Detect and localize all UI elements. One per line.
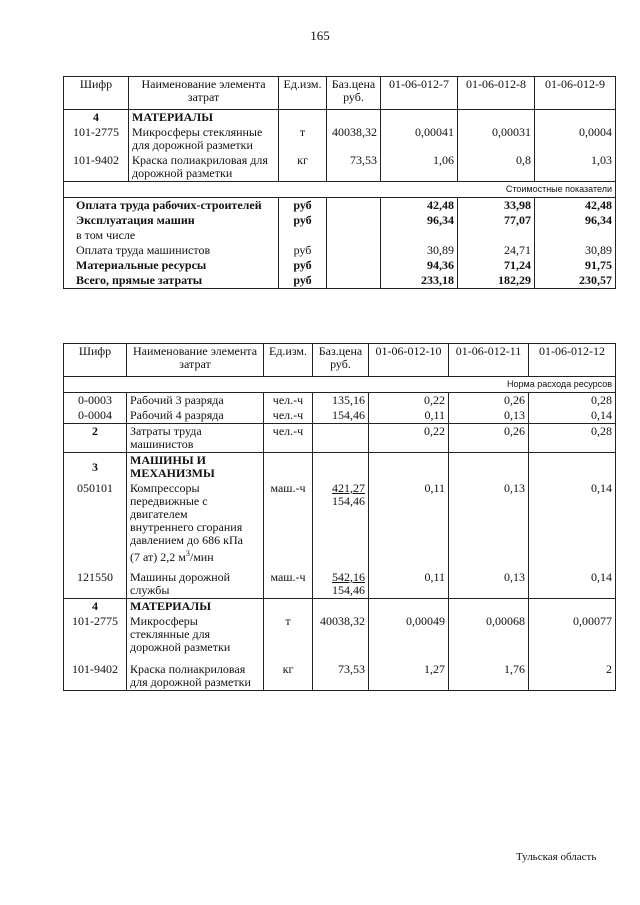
row-unit: маш.-ч — [264, 481, 313, 565]
row-code: 050101 — [64, 481, 127, 565]
header-col-2: 01-06-012-8 — [458, 77, 535, 110]
header-col-2: 01-06-012-11 — [449, 344, 529, 377]
header-code: Шифр — [64, 77, 129, 110]
summary-value-3: 230,57 — [535, 273, 616, 289]
row-name: Краска полиакриловая для дорожной разметки — [129, 153, 279, 182]
row-value-2: 0,13 — [449, 481, 529, 565]
row-code: 121550 — [64, 565, 127, 599]
row-value-2: 0,13 — [449, 565, 529, 599]
summary-value-1: 42,48 — [381, 198, 458, 214]
row-price: 421,27 154,46 — [313, 481, 369, 565]
row-unit: чел.-ч — [264, 424, 313, 453]
row-value-3: 0,00077 — [529, 614, 616, 655]
summary-row — [64, 243, 616, 258]
table-row — [64, 125, 616, 153]
resource-norm-note: Норма расхода ресурсов — [64, 377, 616, 393]
resource-table-2 — [63, 343, 616, 691]
header-col-1: 01-06-012-10 — [369, 344, 449, 377]
summary-name: Эксплуатация машин — [64, 213, 279, 228]
cost-indicators-note: Стоимостные показатели — [64, 182, 616, 198]
row-value-1: 0,11 — [369, 481, 449, 565]
summary-value-2: 77,07 — [458, 213, 535, 228]
row-value-2: 0,00031 — [458, 125, 535, 153]
row-value-3: 0,14 — [529, 408, 616, 424]
row-value-1: 1,27 — [369, 655, 449, 691]
summary-name: Оплата труда машинистов — [64, 243, 279, 258]
row-value-2: 0,26 — [449, 424, 529, 453]
summary-unit: руб — [279, 213, 327, 228]
header-col-3: 01-06-012-9 — [535, 77, 616, 110]
row-price: 73,53 — [313, 655, 369, 691]
row-value-1: 0,22 — [369, 393, 449, 409]
summary-unit: руб — [279, 243, 327, 258]
row-unit: чел.-ч — [264, 393, 313, 409]
row-value-3: 0,14 — [529, 565, 616, 599]
summary-row — [64, 258, 616, 273]
row-value-1: 0,11 — [369, 408, 449, 424]
summary-value-3: 42,48 — [535, 198, 616, 214]
summary-unit: руб — [279, 258, 327, 273]
page-number: 165 — [310, 28, 330, 43]
summary-row — [64, 198, 616, 214]
table-row — [64, 565, 616, 599]
table-row — [64, 655, 616, 691]
summary-value-2: 24,71 — [458, 243, 535, 258]
header-price: Баз.цена руб. — [313, 344, 369, 377]
section-row — [64, 599, 616, 615]
section-code: 4 — [64, 599, 127, 615]
resource-table-1 — [63, 76, 616, 289]
summary-value-1: 96,34 — [381, 213, 458, 228]
section-row — [64, 453, 616, 482]
table-row — [64, 153, 616, 182]
summary-value-1: 233,18 — [381, 273, 458, 289]
row-unit: т — [279, 125, 327, 153]
labor-row — [64, 424, 616, 453]
row-value-3: 2 — [529, 655, 616, 691]
row-price: 154,46 — [313, 408, 369, 424]
summary-unit: руб — [279, 273, 327, 289]
row-code: 101-2775 — [64, 614, 127, 655]
table-row — [64, 481, 616, 565]
section-row — [64, 110, 616, 126]
header-code: Шифр — [64, 344, 127, 377]
row-value-1: 0,00041 — [381, 125, 458, 153]
row-value-1: 0,00049 — [369, 614, 449, 655]
header-price: Баз.цена руб. — [327, 77, 381, 110]
row-unit: кг — [279, 153, 327, 182]
row-code: 0-0004 — [64, 408, 127, 424]
row-name: Микросферы стеклянные для дорожной разметки — [127, 614, 264, 655]
section-code: 3 — [64, 453, 127, 482]
row-price: 135,16 — [313, 393, 369, 409]
row-name: Компрессоры передвижные с двигателем внутреннего сгорания давлением до 686 кПа (7 ат) 2,2 $м^3$/мин — [127, 481, 264, 565]
row-value-3: 1,03 — [535, 153, 616, 182]
row-unit: маш.-ч — [264, 565, 313, 599]
summary-value-2: 182,29 — [458, 273, 535, 289]
table-header — [64, 344, 616, 377]
summary-value-3: 30,89 — [535, 243, 616, 258]
row-unit: чел.-ч — [264, 408, 313, 424]
row-value-3: 0,0004 — [535, 125, 616, 153]
row-unit: т — [264, 614, 313, 655]
table-row — [64, 614, 616, 655]
section-code: 4 — [64, 110, 129, 126]
summary-value-1: 30,89 — [381, 243, 458, 258]
section-name: МАШИНЫ И МЕХАНИЗМЫ — [127, 453, 264, 482]
row-name: Затраты труда машинистов — [127, 424, 264, 453]
summary-value-1: 94,36 — [381, 258, 458, 273]
row-value-2: 1,76 — [449, 655, 529, 691]
row-value-2: 0,00068 — [449, 614, 529, 655]
summary-unit: руб — [279, 198, 327, 214]
row-value-3: 0,14 — [529, 481, 616, 565]
summary-value-2: 71,24 — [458, 258, 535, 273]
row-value-2: 0,13 — [449, 408, 529, 424]
table-header — [64, 77, 616, 110]
row-value-3: 0,28 — [529, 424, 616, 453]
row-price: 73,53 — [327, 153, 381, 182]
table-row — [64, 408, 616, 424]
row-code: 101-2775 — [64, 125, 129, 153]
header-name: Наименование элемента затрат — [129, 77, 279, 110]
section-name: МАТЕРИАЛЫ — [127, 599, 264, 615]
summary-name: Материальные ресурсы — [64, 258, 279, 273]
row-value-1: 0,22 — [369, 424, 449, 453]
row-code: 101-9402 — [64, 655, 127, 691]
row-price: 40038,32 — [327, 125, 381, 153]
row-value-3: 0,28 — [529, 393, 616, 409]
row-name: Рабочий 3 разряда — [127, 393, 264, 409]
summary-value-3: 96,34 — [535, 213, 616, 228]
row-value-1: 1,06 — [381, 153, 458, 182]
footer-region: Тульская область — [516, 851, 597, 863]
summary-name: в том числе — [64, 228, 279, 243]
row-name: Краска полиакриловая для дорожной разметки — [127, 655, 264, 691]
row-name: Рабочий 4 разряда — [127, 408, 264, 424]
row-price: 542,16 154,46 — [313, 565, 369, 599]
row-price: 40038,32 — [313, 614, 369, 655]
row-code: 2 — [64, 424, 127, 453]
summary-value-3: 91,75 — [535, 258, 616, 273]
summary-row — [64, 213, 616, 228]
summary-row — [64, 273, 616, 289]
row-code: 101-9402 — [64, 153, 129, 182]
cost-indicators-note-row — [64, 182, 616, 198]
row-value-2: 0,8 — [458, 153, 535, 182]
summary-row — [64, 228, 616, 243]
row-code: 0-0003 — [64, 393, 127, 409]
header-unit: Ед.изм. — [279, 77, 327, 110]
header-unit: Ед.изм. — [264, 344, 313, 377]
table-row — [64, 393, 616, 409]
summary-name: Всего, прямые затраты — [64, 273, 279, 289]
summary-name: Оплата труда рабочих-строителей — [64, 198, 279, 214]
row-unit: кг — [264, 655, 313, 691]
row-name: Машины дорожной службы — [127, 565, 264, 599]
summary-value-2: 33,98 — [458, 198, 535, 214]
section-name: МАТЕРИАЛЫ — [129, 110, 279, 126]
header-col-3: 01-06-012-12 — [529, 344, 616, 377]
row-value-2: 0,26 — [449, 393, 529, 409]
header-name: Наименование элемента затрат — [127, 344, 264, 377]
header-col-1: 01-06-012-7 — [381, 77, 458, 110]
row-value-1: 0,11 — [369, 565, 449, 599]
row-name: Микросферы стеклянные для дорожной разметки — [129, 125, 279, 153]
resource-norm-note-row — [64, 377, 616, 393]
